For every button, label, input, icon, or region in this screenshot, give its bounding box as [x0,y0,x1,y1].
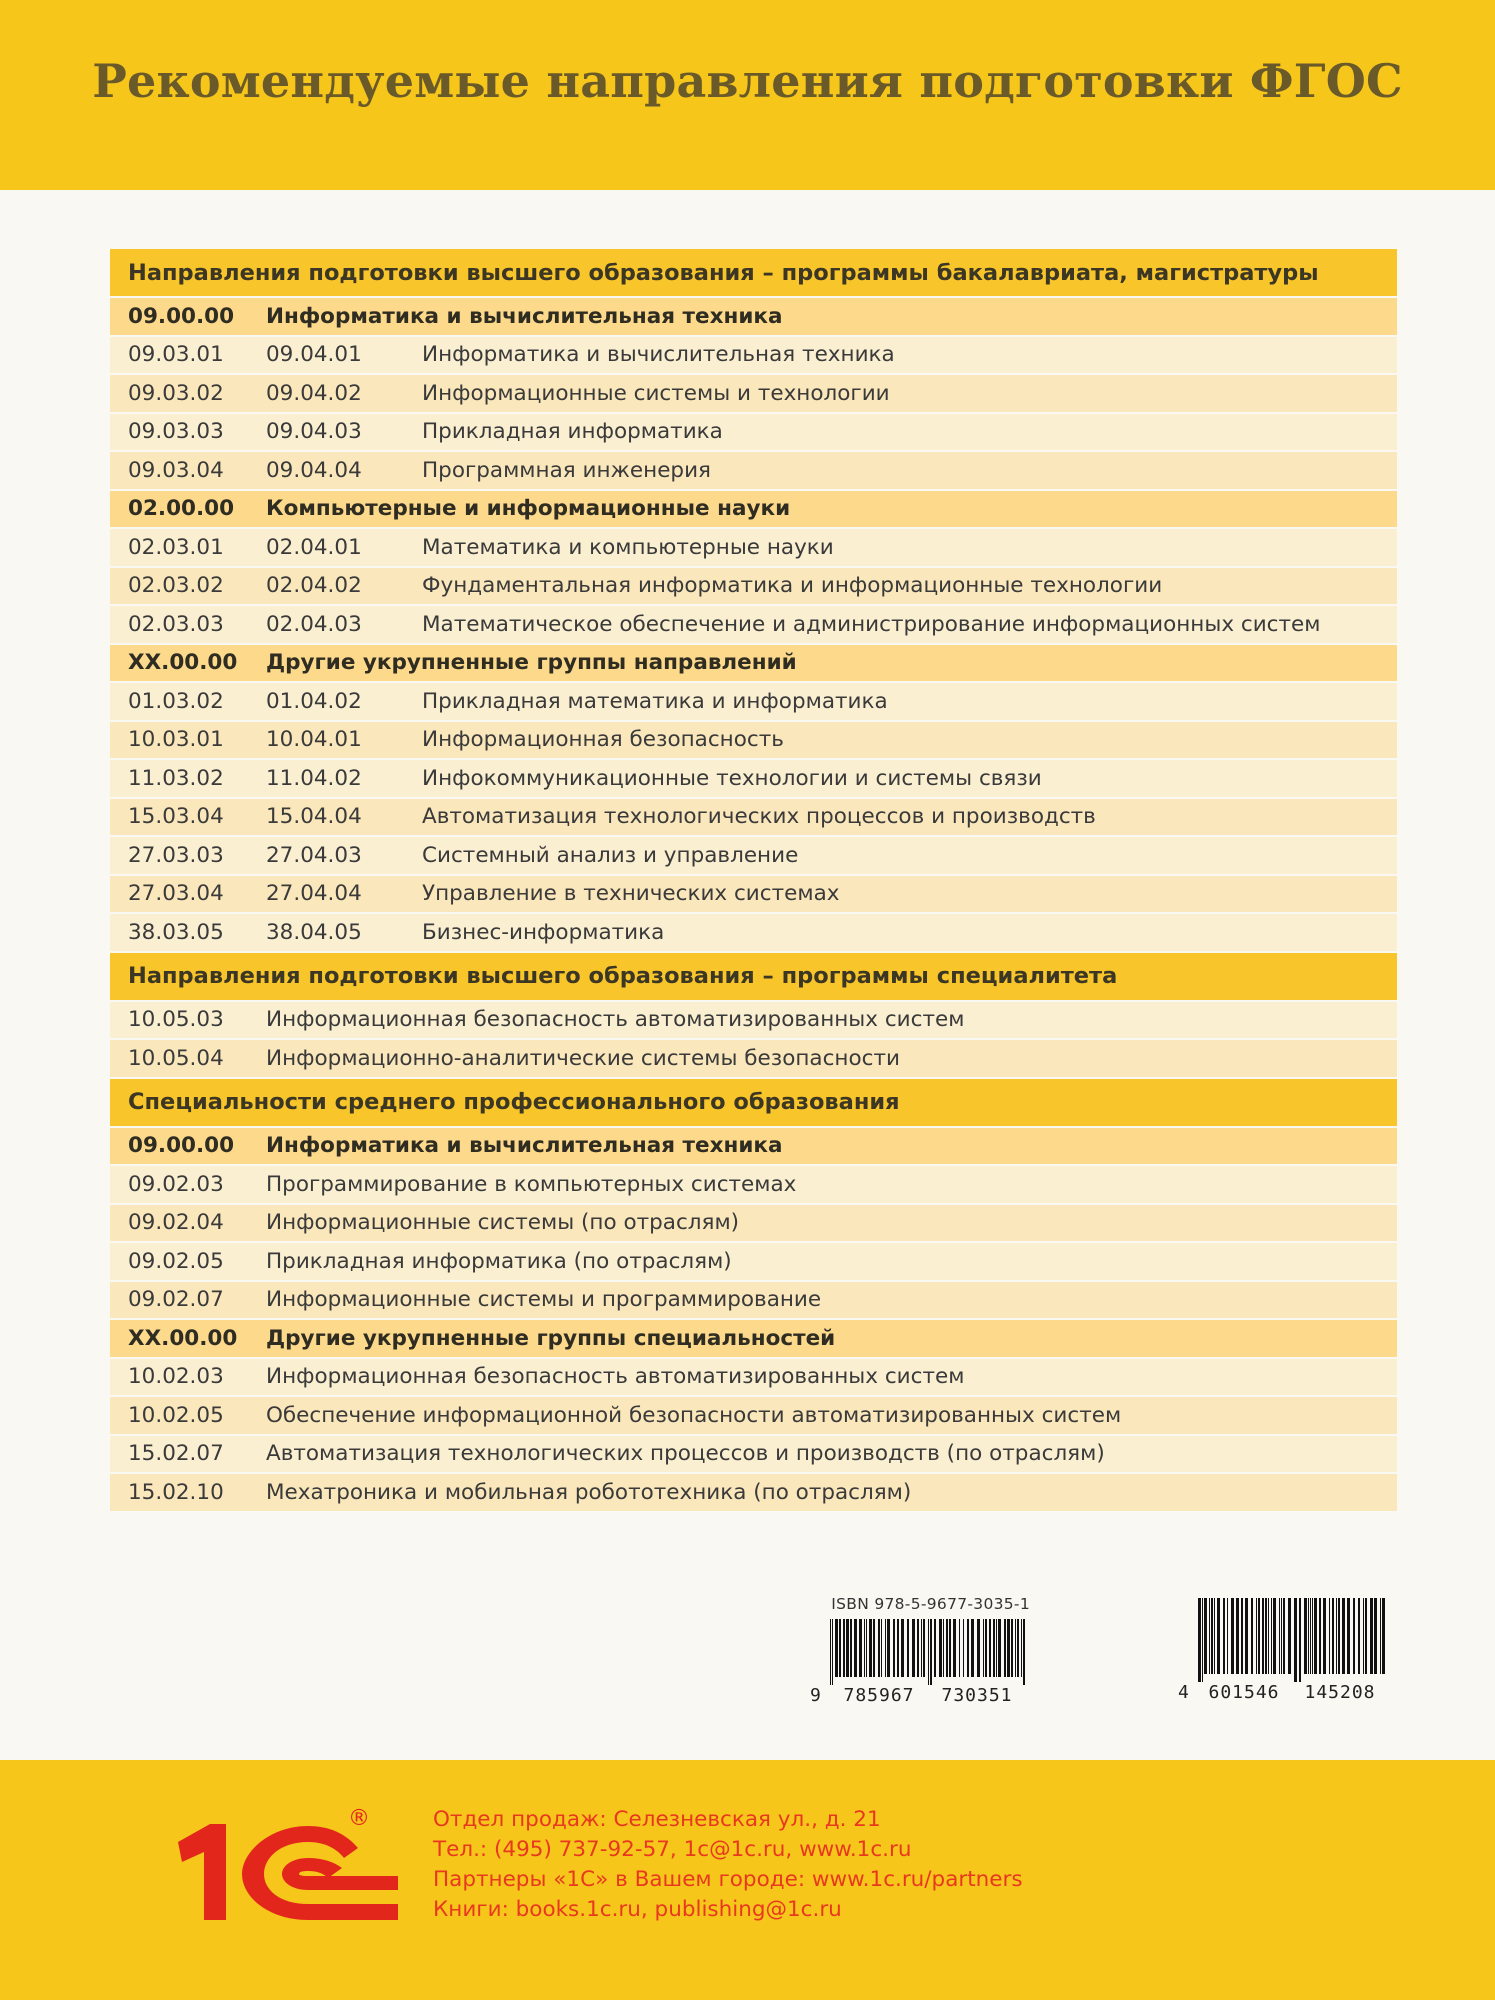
1c-logo-registered: ® [348,1806,370,1831]
isbn-bar [897,1619,899,1677]
program-name: Информационно-аналитические системы безопасности [266,1045,900,1071]
table-row [110,337,1397,374]
program-code: 10.02.03 [128,1364,224,1390]
program-name: Прикладная математика и информатика [422,688,888,714]
program-code: 02.03.01 [128,534,224,560]
isbn-barcode-block [810,1595,1030,1706]
program-name: Математика и компьютерные науки [422,534,834,560]
section-header [110,1079,1397,1126]
isbn-digits [810,1685,1030,1706]
ean-bar [1223,1598,1225,1674]
isbn-bar [967,1619,969,1677]
isbn-label: ISBN 978-5-9677-3035-1 [831,1595,1030,1613]
group-code: 02.00.00 [128,496,235,522]
isbn-bar [977,1619,980,1677]
table-row [110,1243,1397,1280]
ean-bar [1310,1598,1311,1674]
ean-bar [1347,1598,1350,1674]
isbn-bar [835,1619,838,1677]
ean-bar [1271,1598,1272,1674]
ean-bar [1204,1598,1207,1674]
program-code: 09.02.04 [128,1210,224,1236]
ean-bar [1217,1598,1220,1674]
ean-digits-left: 601546 [1208,1682,1280,1703]
program-code: 09.03.02 [128,380,224,406]
master-code: 09.04.03 [266,419,362,445]
isbn-bar [881,1619,882,1677]
ean-bar [1299,1598,1301,1682]
group-row [110,1128,1397,1165]
isbn-bar [846,1619,849,1677]
isbn-bar [946,1619,948,1677]
program-name: Программирование в компьютерных системах [266,1171,797,1197]
isbn-bar [917,1619,919,1677]
isbn-bar [885,1619,886,1677]
master-code: 10.04.01 [266,727,362,753]
ean-bar [1236,1598,1239,1674]
program-code: 09.02.03 [128,1171,224,1197]
table-row [110,568,1397,605]
isbn-bar [934,1619,936,1677]
contact-line-phone[interactable]: Тел.: (495) 737-92-57, 1c@1c.ru, www.1c.ru [433,1837,912,1862]
isbn-bar [1007,1619,1010,1677]
group-name: Компьютерные и информационные науки [266,496,791,522]
isbn-bar [989,1619,991,1677]
ean-bar [1283,1598,1285,1674]
isbn-bar [928,1619,929,1685]
program-code: 10.03.01 [128,727,224,753]
program-code: 15.03.04 [128,804,224,830]
isbn-bar [998,1619,1001,1677]
isbn-digit-lead: 9 [810,1685,821,1706]
table-row [110,1002,1397,1039]
master-code: 02.04.01 [266,534,362,560]
ean-bar [1304,1598,1307,1674]
ean-bar [1294,1598,1297,1682]
isbn-bar [959,1619,960,1677]
program-name: Обеспечение информационной безопасности автоматизированных систем [266,1402,1122,1428]
group-name: Другие укрупненные группы направлений [266,650,797,676]
isbn-bar [1021,1619,1022,1677]
isbn-bar [921,1619,922,1677]
ean-digits-right: 145208 [1304,1682,1376,1703]
program-name: Прикладная информатика (по отраслям) [266,1248,732,1274]
table-row [110,1205,1397,1242]
isbn-bar [893,1619,895,1677]
isbn-bar [843,1619,845,1677]
program-name: Программная инженерия [422,457,711,483]
program-name: Управление в технических системах [422,881,840,907]
ean-barcode-block [1178,1598,1390,1703]
program-code: 27.03.03 [128,842,224,868]
isbn-bar [873,1619,875,1677]
table-row [110,1282,1397,1319]
isbn-digits-left: 785967 [843,1685,915,1706]
ean-bar [1358,1598,1360,1674]
ean-bar [1265,1598,1267,1674]
group-code: XX.00.00 [128,650,238,676]
program-name: Автоматизация технологических процессов и производств (по отраслям) [266,1441,1105,1467]
isbn-bar [1015,1619,1016,1677]
isbn-bar [912,1619,915,1677]
program-code: 09.03.01 [128,342,224,368]
isbn-bar [830,1619,831,1685]
group-row [110,298,1397,335]
ean-bar [1336,1598,1337,1674]
master-code: 09.04.01 [266,342,362,368]
program-name: Информационная безопасность [422,727,784,753]
table-row [110,683,1397,720]
isbn-bar [971,1619,974,1677]
ean-bar [1332,1598,1334,1674]
program-code: 11.03.02 [128,765,224,791]
contacts [433,1805,1023,1925]
table-row [110,876,1397,913]
section-header [110,953,1397,1000]
master-code: 15.04.04 [266,804,362,830]
section-title: Направления подготовки высшего образования – программы бакалавриата, магистратуры [128,259,1319,286]
ean-bar [1374,1598,1377,1674]
program-name: Фундаментальная информатика и информационные технологии [422,573,1163,599]
table-row [110,1359,1397,1396]
program-code: 09.03.04 [128,457,224,483]
program-name: Математическое обеспечение и администрирование информационных систем [422,611,1321,637]
group-row [110,491,1397,528]
group-name: Информатика и вычислительная техника [266,1133,783,1159]
ean-bar [1308,1598,1309,1674]
section-title: Специальности среднего профессионального образования [128,1089,900,1115]
ean-bar [1231,1598,1234,1674]
table-row [110,722,1397,759]
ean-bar [1279,1598,1280,1674]
program-name: Информационные системы (по отраслям) [266,1210,740,1236]
ean-bar [1365,1598,1367,1674]
isbn-bar [839,1619,841,1677]
program-code: 15.02.07 [128,1441,224,1467]
ean-bar [1323,1598,1326,1674]
ean-bar [1370,1598,1373,1674]
master-code: 27.04.03 [266,842,362,868]
group-code: 09.00.00 [128,303,235,329]
isbn-bar [963,1619,964,1677]
section-title: Направления подготовки высшего образования – программы специалитета [128,963,1118,989]
isbn-bar [832,1619,833,1685]
ean-bar [1211,1598,1213,1674]
isbn-bar [859,1619,862,1677]
ean-bar [1214,1598,1215,1674]
1c-logo [168,1806,398,1928]
master-code: 38.04.05 [266,919,362,945]
ean-bar [1342,1598,1345,1674]
ean-bar [1256,1598,1257,1674]
ean-bar [1198,1598,1201,1682]
isbn-bar [887,1619,890,1677]
group-name: Другие укрупненные группы специальностей [266,1325,836,1351]
ean-bar [1380,1598,1381,1674]
isbn-bar [930,1619,932,1685]
contact-line-sales: Отдел продаж: Селезневская ул., д. 21 [433,1807,881,1832]
table-row [110,1040,1397,1077]
master-code: 09.04.02 [266,380,362,406]
ean-bar [1382,1598,1385,1674]
isbn-bar [985,1619,987,1677]
ean-bar [1209,1598,1210,1674]
table-row [110,760,1397,797]
directions-table [110,249,1397,1513]
master-code: 01.04.02 [266,688,362,714]
isbn-digits-right: 730351 [941,1685,1013,1706]
master-code: 27.04.04 [266,881,362,907]
isbn-bar [939,1619,942,1677]
ean-bar [1314,1598,1317,1674]
ean-bar [1227,1598,1228,1674]
table-row [110,529,1397,566]
group-row [110,1320,1397,1357]
section-header [110,249,1397,296]
program-name: Системный анализ и управление [422,842,799,868]
isbn-bar [949,1619,951,1677]
isbn-bar [866,1619,867,1677]
table-row [110,1166,1397,1203]
table-row [110,1474,1397,1511]
program-code: 10.05.04 [128,1045,224,1071]
isbn-bar [943,1619,944,1677]
isbn-bar [901,1619,904,1677]
group-name: Информатика и вычислительная техника [266,303,783,329]
ean-bar [1338,1598,1340,1674]
ean-bar [1245,1598,1248,1674]
program-code: 38.03.05 [128,919,224,945]
master-code: 11.04.02 [266,765,362,791]
table-row [110,375,1397,412]
program-code: 02.03.02 [128,573,224,599]
ean-digit-lead: 4 [1178,1682,1189,1703]
isbn-bar [850,1619,852,1677]
isbn-bar [993,1619,995,1677]
table-row [110,414,1397,451]
table-row [110,1436,1397,1473]
isbn-bar [864,1619,865,1677]
program-code: 01.03.02 [128,688,224,714]
program-name: Автоматизация технологических процессов и производств [422,804,1096,830]
isbn-bar [869,1619,872,1677]
isbn-bar [907,1619,909,1677]
isbn-bar [1004,1619,1006,1677]
ean-bar [1353,1598,1355,1674]
program-code: 27.03.04 [128,881,224,907]
ean-bar [1329,1598,1330,1674]
ean-bar [1241,1598,1243,1674]
program-name: Информационная безопасность автоматизированных систем [266,1364,965,1390]
program-code: 09.02.07 [128,1287,224,1313]
ean-bar [1202,1598,1203,1682]
group-row [110,645,1397,682]
table-row [110,837,1397,874]
program-name: Информационные системы и технологии [422,380,890,406]
group-code: 09.00.00 [128,1133,235,1159]
program-name: Информационная безопасность автоматизированных систем [266,1007,965,1033]
isbn-bar [878,1619,880,1677]
ean-bar [1319,1598,1321,1674]
program-code: 10.05.03 [128,1007,224,1033]
table-row [110,606,1397,643]
ean-bar [1268,1598,1269,1674]
ean-bar [1273,1598,1276,1674]
isbn-bar [1023,1619,1025,1685]
program-name: Бизнес-информатика [422,919,665,945]
isbn-bar [983,1619,984,1677]
program-code: 15.02.10 [128,1479,224,1505]
program-name: Прикладная информатика [422,419,723,445]
ean-bar [1251,1598,1253,1674]
ean-bar [1288,1598,1291,1674]
page-title: Рекомендуемые направления подготовки ФГОС [92,54,1403,108]
group-code: XX.00.00 [128,1325,238,1351]
ean-digits [1178,1682,1390,1703]
ean-bar [1258,1598,1260,1674]
table-row [110,452,1397,489]
program-code: 09.02.05 [128,1248,224,1274]
ean-bar [1281,1598,1282,1674]
contact-line-partners[interactable]: Партнеры «1С» в Вашем городе: www.1c.ru/partners [433,1867,1023,1892]
isbn-bar [1011,1619,1013,1677]
isbn-barcode [810,1619,1030,1685]
program-name: Информатика и вычислительная техника [422,342,895,368]
contact-line-books[interactable]: Книги: books.1c.ru, publishing@1c.ru [433,1897,842,1922]
isbn-bar [953,1619,956,1677]
ean-barcode [1178,1598,1390,1682]
isbn-bar [923,1619,925,1677]
ean-bar [1312,1598,1313,1674]
table-row [110,914,1397,951]
program-name: Инфокоммуникационные технологии и системы связи [422,765,1042,791]
program-code: 10.02.05 [128,1402,224,1428]
table-row [110,799,1397,836]
isbn-bar [1017,1619,1019,1677]
master-code: 09.04.04 [266,457,362,483]
isbn-bar [854,1619,857,1677]
program-code: 02.03.03 [128,611,224,637]
table-row [110,1397,1397,1434]
isbn-bar [996,1619,997,1677]
program-name: Мехатроника и мобильная робототехника (по отраслям) [266,1479,912,1505]
program-name: Информационные системы и программирование [266,1287,822,1313]
program-code: 09.03.03 [128,419,224,445]
master-code: 02.04.02 [266,573,362,599]
master-code: 02.04.03 [266,611,362,637]
ean-bar [1363,1598,1364,1674]
ean-bar [1262,1598,1264,1674]
